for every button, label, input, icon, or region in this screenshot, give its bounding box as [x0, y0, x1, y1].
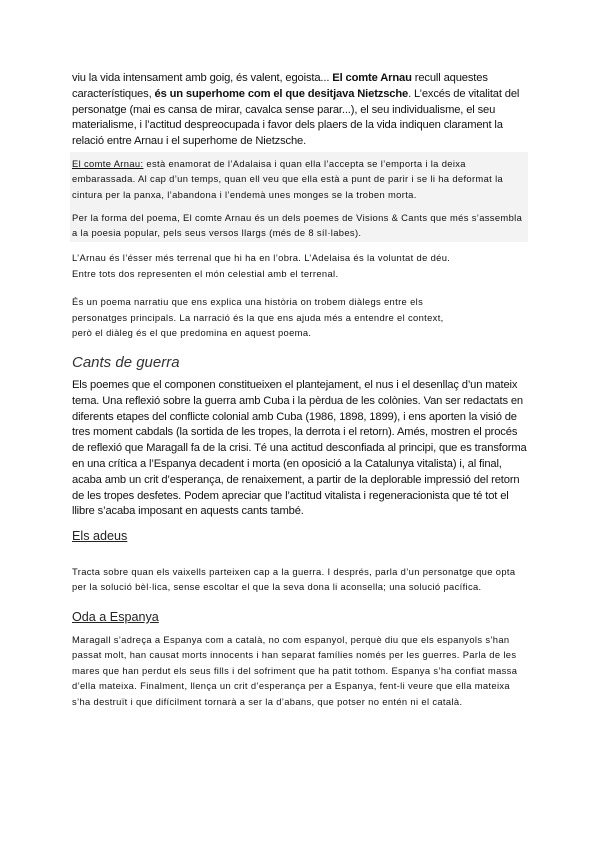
adeus-heading: Els adeus	[72, 529, 128, 543]
cants-paragraph: Els poemes que el componen constitueixen el plantejament, el nus i el desenllaç d’un mateix tema. Una reflexió sobre la guerra amb Cuba i la pèrdua de les colònies. Van ser redactats en diferents etapes del conflicte colonial amb Cuba (1986, 1898, 1899), i ens aporten la visió de tres moment cabdals (la sortida de les tropes, la derrota i el retorn). Amés, mostren el procés de reflexió que Maragall fa de la crisi. Té una actitud desconfiada al principi, que es transforma en una crítica a l’Espanya decadent i morta (en oposició a la Catalunya vitalista) i, al final, acaba amb un crit d’esperança, de renaixement, a partir de la deplorable impressió del retorn de les tropes desfetes. Podem apreciar que l’actitud vitalista i regeneracionista que té tot el llibre s’acaba imposant en aquests cants també.	[72, 379, 527, 518]
intro-bold-superhome: és un superhome com el que desitjava Nietzsche	[154, 87, 409, 100]
comte-text: està enamorat de l’Adalaisa i quan ella l’accepta se l’emporta i la deixa embarassada. Al cap d’un temps, quan ell veu que ella està a punt de parir i se li ha deformat la cintura per la panxa, l’abandona i l’endemà unes monges se la troben morta.	[72, 158, 504, 200]
intro-paragraph	[72, 71, 528, 150]
adeus-paragraph: Tracta sobre quan els vaixells parteixen cap a la guerra. I després, parla d’un personatge que opta per la solució bèl·lica, sense escoltar el que la seva dona li aconsella; una solució pacífica.	[72, 566, 516, 593]
arnau-line-2: Entre tots dos representen el món celestial amb el terrenal.	[72, 268, 339, 279]
oda-paragraph: Maragall s’adreça a Espanya com a català, no com espanyol, perquè diu que els espanyols s’han passat molt, han causat morts innocents i han separat famílies només per les guerres. Parla de les mares que han perdut els seus fills i del sofriment que ha patit tothom. Espanya s’ha confiat massa d’ella mateixa. Finalment, llença un crit d’esperança per a Espanya, fent-li veure que ella mateixa s’ha destruït i que difícilment tornarà a ser la d’abans, que potser no entén ni el català.	[72, 634, 518, 707]
arnau-line-1: L’Arnau és l’ésser més terrenal que hi ha en l’obra. L’Adelaisa és la voluntat de déu.	[72, 252, 451, 263]
poema-line-2: personatges principals. La narració és la que ens ajuda més a entendre el context,	[72, 312, 444, 323]
poema-line-3: però el diàleg és el que predomina en aquest poema.	[72, 327, 312, 338]
intro-text-2: recull aquestes característiques,	[72, 72, 488, 100]
intro-text-3: . L’excés de vitalitat del personatge (mai es cansa de mirar, cavalca sense parar...), el seu individualisme, el seu materialisme, i l’actitud despreocupada i favor dels plaers de la vida indiquen clarament la relació entre Arnau i el superhome de Nietzsche.	[72, 87, 520, 148]
intro-text-1: viu la vida intensament amb goig, és valent, egoista...	[72, 72, 333, 84]
comte-label: El comte Arnau:	[72, 158, 144, 169]
cants-heading: Cants de guerra	[72, 354, 180, 371]
forma-paragraph: Per la forma del poema, El comte Arnau és un dels poemes de Visions & Cants que més s’assembla a la poesia popular, pels seus versos llargs (més de 8 síl·labes).	[72, 212, 523, 239]
poema-line-1: És un poema narratiu que ens explica una història on trobem diàlegs entre els	[72, 296, 424, 307]
oda-heading: Oda a Espanya	[72, 610, 159, 624]
comte-paragraph	[72, 156, 528, 202]
intro-bold-title: El comte Arnau	[332, 72, 412, 84]
